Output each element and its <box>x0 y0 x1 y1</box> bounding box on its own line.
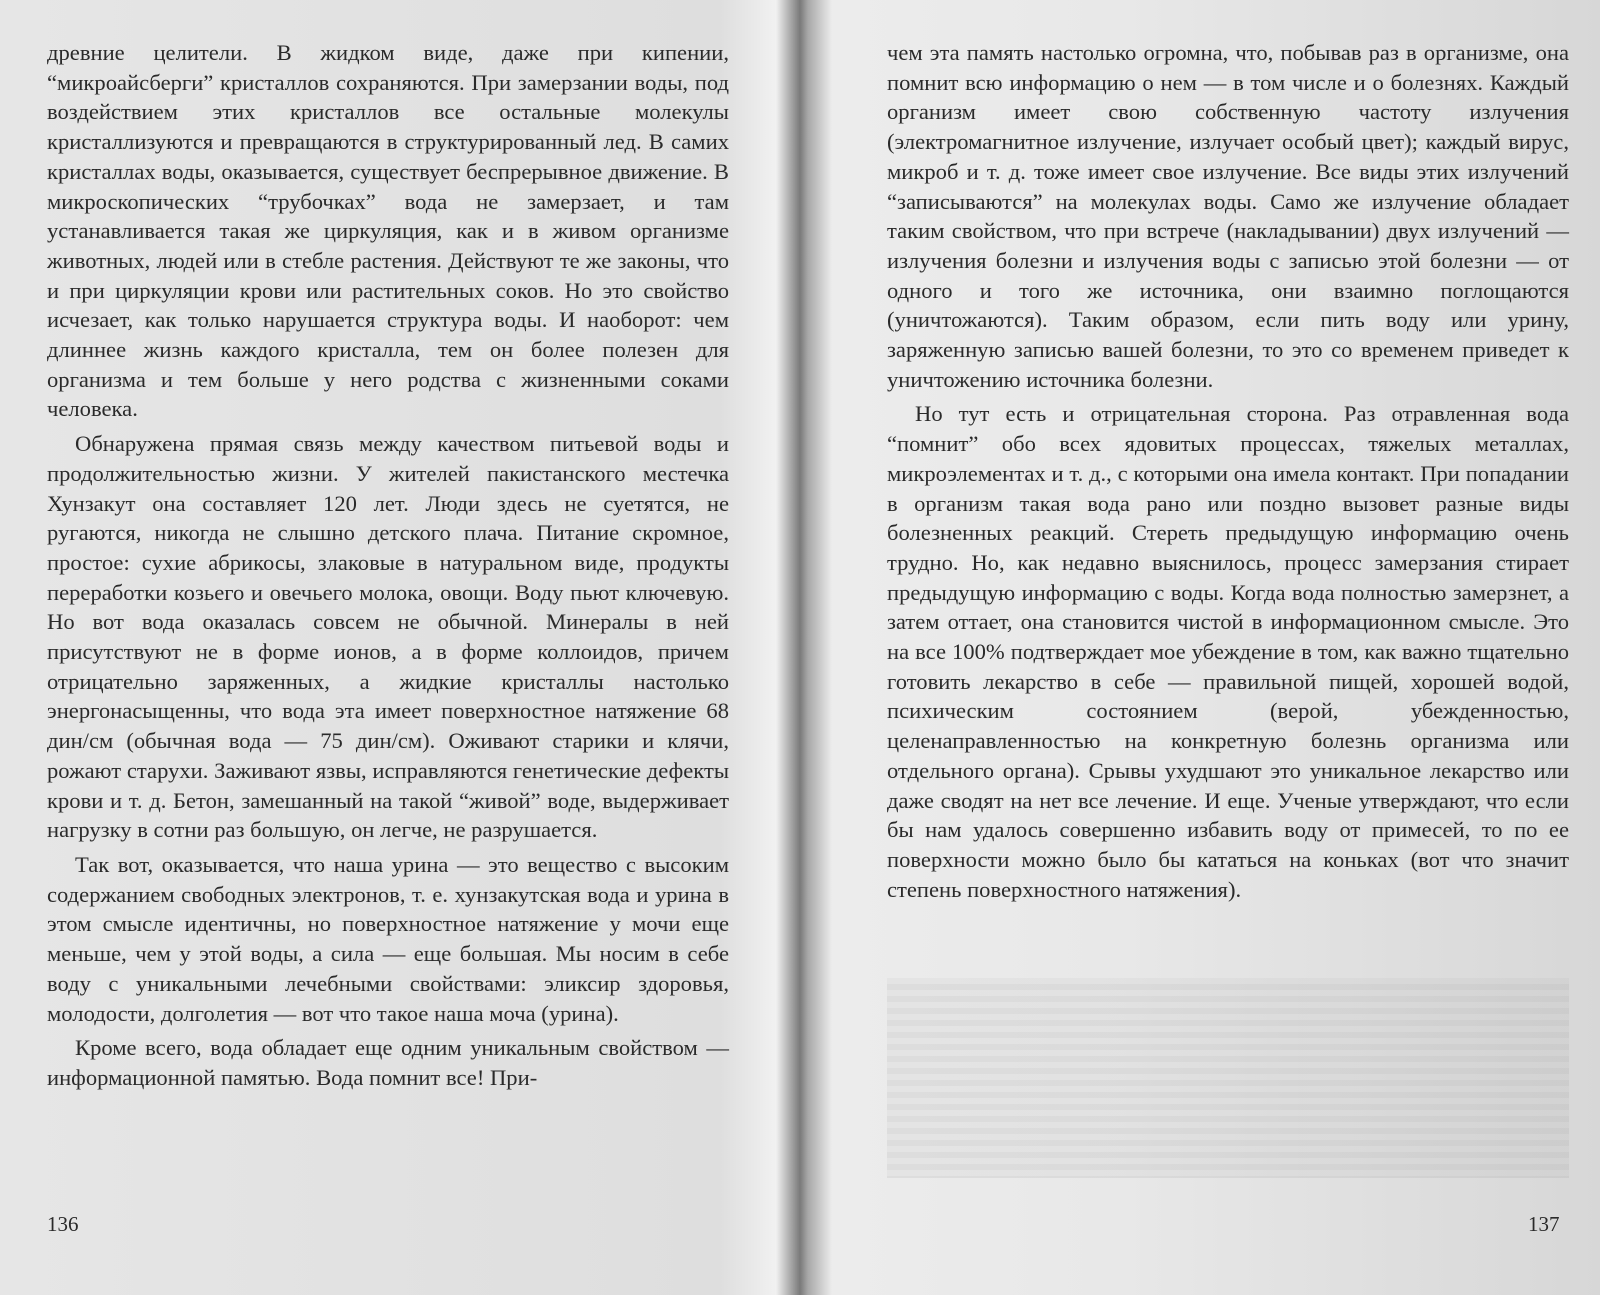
paragraph: чем эта память настолько огромна, что, побывав раз в организме, она помнит всю информацию о нем — в том числе и о болезнях. Каждый организм имеет свою собственную частоту излучения (электромагнитное излучение, излучает особый цвет); каждый вирус, микроб и т. д. тоже имеет свое излучение. Все виды этих излучений “записываются” на молекулах воды. Само же излучение обладает таким свойством, что при встрече (накладывании) двух излучений — излучения болезни и излучения воды с записью этой болезни — от одного и того же источника, они взаимно поглощаются (уничтожаются). Таким образом, если пить воду или урину, заряженную записью вашей болезни, то это со временем приведет к уничтожению источника болезни. <box>887 40 1569 392</box>
page-number-left: 136 <box>47 1212 79 1236</box>
paragraph: Кроме всего, вода обладает еще одним уникальным свойством — информационной памятью. Вода помнит все! При- <box>47 1035 729 1090</box>
right-page <box>800 0 1600 1295</box>
paragraph: Обнаружена прямая связь между качеством питьевой воды и продолжительностью жизни. У жителей пакистанского местечка Хунзакут она составляет 120 лет. Люди здесь не суетятся, не ругаются, никогда не слышно детского плача. Питание скромное, простое: сухие абрикосы, злаковые в натуральном виде, продукты переработки козьего и овечьего молока, овощи. Воду пьют ключевую. Но вот вода оказалась совсем не обычной. Минералы в ней присутствуют не в форме ионов, а в форме коллоидов, причем отрицательно заряженных, а жидкие кристаллы настолько энергонасыщенны, что вода эта имеет поверхностное натяжение 68 дин/см (обычная вода — 75 дин/см). Оживают старики и клячи, рожают старухи. Заживают язвы, исправляются генетические дефекты крови и т. д. Бетон, замешанный на такой “живой” воде, выдерживает нагрузку в сотни раз большую, он легче, не разрушается. <box>47 431 729 843</box>
paragraph: Но тут есть и отрицательная сторона. Раз отравленная вода “помнит” обо всех ядовитых процессах, тяжелых металлах, микроэлементах и т. д., с которыми она имела контакт. При попадании в организм такая вода рано или поздно вызовет разные виды болезненных реакций. Стереть предыдущую информацию очень трудно. Но, как недавно выяснилось, процесс замерзания стирает предыдущую информацию с воды. Когда вода полностью замерзнет, а затем оттает, она становится чистой в информационном смысле. Это на все 100% подтверждает мое убеждение в том, как важно тщательно готовить лекарство в себе — правильной пищей, хорошей водой, психическим состоянием (верой, убежденностью, целенаправленностью на конкретную болезнь организма или отдельного органа). Срывы ухудшают это уникальное лекарство или даже сводят на нет все лечение. И еще. Ученые утверждают, что если бы нам удалось совершенно избавить воду от примесей, то по ее поверхности можно было бы кататься на коньках (вот что значит степень поверхностного натяжения). <box>887 401 1569 902</box>
right-page-text <box>887 38 1569 904</box>
show-through-texture <box>887 978 1569 1178</box>
paragraph: древние целители. В жидком виде, даже при кипении, “микроайсберги” кристаллов сохраняются. При замерзании воды, под воздействием этих кристаллов все остальные молекулы кристаллизуются и превращаются в структурированный лед. В самих кристаллах воды, оказывается, существует беспрерывное движение. В микроскопических “трубочках” вода не замерзает, и там устанавливается такая же циркуляция, как и в живом организме животных, людей или в стебле растения. Действуют те же законы, что и при циркуляции крови или растительных соков. Но это свойство исчезает, как только нарушается структура воды. И наоборот: чем длиннее жизнь каждого кристалла, тем он более полезен для организма и тем больше у него родства с жизненными соками человека. <box>47 40 729 422</box>
paragraph: Так вот, оказывается, что наша урина — это вещество с высоким содержанием свободных электронов, т. е. хунзакутская вода и урина в этом смысле идентичны, но поверхностное натяжение у мочи еще меньше, чем у этой воды, а сила — еще большая. Мы носим в себе воду с уникальными лечебными свойствами: эликсир здоровья, молодости, долголетия — вот что такое наша моча (урина). <box>47 851 729 1026</box>
page-number-right: 137 <box>1528 1212 1560 1236</box>
left-page-text <box>47 38 729 1093</box>
